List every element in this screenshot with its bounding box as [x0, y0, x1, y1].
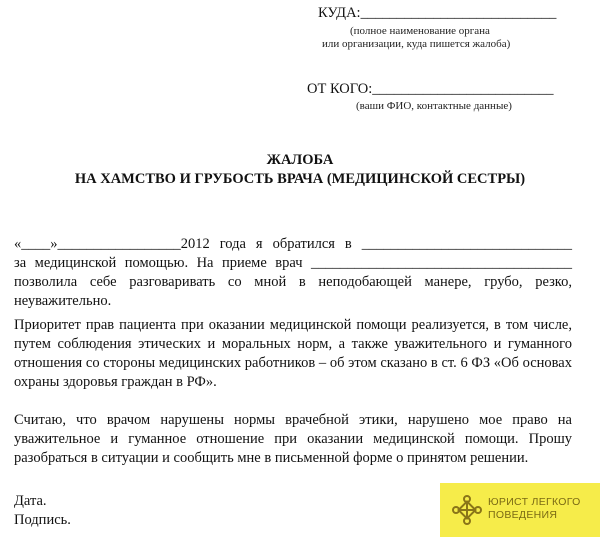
date-label: Дата.	[14, 493, 47, 509]
ornament-knot-icon	[452, 495, 482, 525]
document-title: ЖАЛОБА	[266, 152, 334, 168]
signature-label: Подпись.	[14, 512, 71, 528]
paragraph-1-line-1: «____»_________________2012 года я обратился в _____________________________	[14, 236, 572, 252]
paragraph-3-line-3: разобраться в ситуации и сообщить мне в письменной форме о принятом решении.	[14, 450, 529, 466]
paragraph-3-line-2: уважительное и гуманное отношение при оказании медицинской помощи. Прошу	[14, 431, 572, 447]
paragraph-2-line-3: отношения со стороны медицинских работников – об этом сказано в ст. 6 ФЗ «Об основах	[14, 355, 572, 371]
paragraph-2-line-1: Приоритет прав пациента при оказании медицинской помощи реализуется, в том числе,	[14, 317, 572, 333]
logo-line-2: ПОВЕДЕНИЯ	[488, 509, 558, 521]
paragraph-3-line-1: Считаю, что врачом нарушены нормы врачебной этики, нарушено мое право на	[14, 412, 572, 428]
to-note-2: или организации, куда пишется жалоба)	[322, 38, 511, 50]
logo-badge	[440, 483, 600, 537]
paragraph-1	[14, 235, 572, 311]
paragraph-1-line-4: неуважительно.	[14, 293, 112, 309]
document-subtitle: НА ХАМСТВО И ГРУБОСТЬ ВРАЧА (МЕДИЦИНСКОЙ СЕСТРЫ)	[74, 171, 526, 187]
from-note: (ваши ФИО, контактные данные)	[356, 100, 512, 112]
logo-line-1: ЮРИСТ ЛЕГКОГО	[488, 496, 581, 508]
paragraph-2-line-2: путем соблюдения этических и моральных норм, а также уважительного и гуманного	[14, 336, 572, 352]
paragraph-1-line-3: позволила себе разговаривать со мной в неподобающей манере, грубо, резко,	[14, 274, 572, 290]
paragraph-3	[14, 411, 572, 468]
paragraph-2	[14, 316, 572, 392]
paragraph-2-line-4: охраны здоровья граждан в РФ».	[14, 374, 217, 390]
logo-text	[488, 496, 581, 522]
to-note-1: (полное наименование органа	[350, 25, 490, 37]
paragraph-1-line-2: за медицинской помощью. На приеме врач ____________________________________	[14, 255, 572, 271]
to-line: КУДА:___________________________	[318, 5, 557, 21]
from-line: ОТ КОГО:_________________________	[307, 81, 554, 97]
